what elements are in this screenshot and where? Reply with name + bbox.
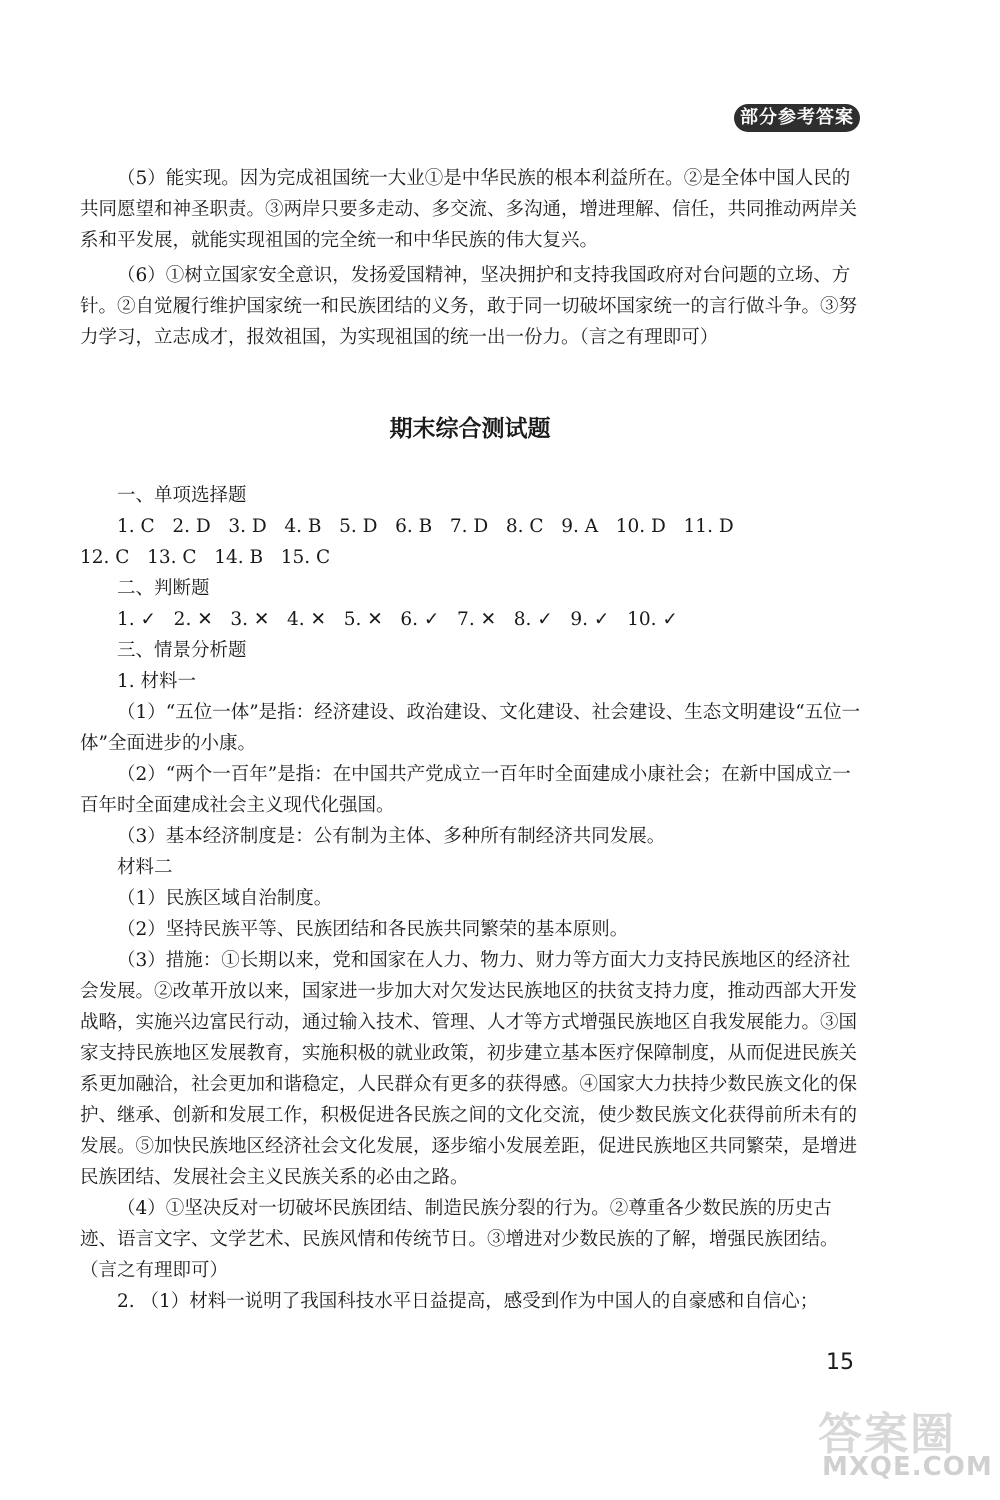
section1-heading: 一、单项选择题 [117, 485, 247, 506]
section3-heading: 三、情景分析题 [117, 640, 247, 661]
final-test-answers [80, 480, 864, 1317]
section2-answers: 1. ✓ 2. ✕ 3. ✕ 4. ✕ 5. ✕ 6. ✓ 7. ✕ 8. ✓ 9. ✓ 10. ✓ [117, 609, 678, 630]
page-title: 期末综合测试题 [389, 416, 551, 442]
watermark-logo: 答案圈 [818, 1409, 956, 1460]
material1-q2: （2）“两个一百年”是指：在中国共产党成立一百年时全面建成小康社会；在新中国成立一百年时全面建成社会主义现代化强国。 [80, 764, 851, 816]
answer-q6: （6）①树立国家安全意识，发扬爱国精神，坚决拥护和支持我国政府对台问题的立场、方针。②自觉履行维护国家统一和民族团结的义务，敢于同一切破坏国家统一的言行做斗争。③努力学习，立志成才，报效祖国，为实现祖国的统一出一份力。（言之有理即可） [80, 265, 858, 348]
material1-q1: （1）“五位一体”是指：经济建设、政治建设、文化建设、社会建设、生态文明建设“五位一体”全面进步的小康。 [80, 702, 861, 754]
material2-q3: （3）措施：①长期以来，党和国家在人力、物力、财力等方面大力支持民族地区的经济社会发展。②改革开放以来，国家进一步加大对欠发达民族地区的扶贫支持力度，推动西部大开发战略，实施兴边富民行动，通过输入技术、管理、人才等方式增强民族地区自我发展能力。③国家支持民族地区发展教育，实施积极的就业政策，初步建立基本医疗保障制度，从而促进民族关系更加融洽，社会更加和谐稳定，人民群众有更多的获得感。④国家大力扶持少数民族文化的保护、继承、创新和发展工作，积极促进各民族之间的文化交流，使少数民族文化获得前所未有的发展。⑤加快民族地区经济社会文化发展，逐步缩小发展差距，促进民族地区共同繁荣，是增进民族团结、发展社会主义民族关系的必由之路。 [80, 950, 858, 1188]
section2-heading: 二、判断题 [117, 578, 210, 599]
material2-label: 材料二 [117, 857, 173, 878]
material2-q1: （1）民族区域自治制度。 [117, 888, 333, 909]
watermark [818, 1398, 993, 1488]
top-answers [80, 163, 864, 353]
section-tag: 部分参考答案 [734, 104, 860, 132]
material1-q3: （3）基本经济制度是：公有制为主体、多种所有制经济共同发展。 [117, 826, 666, 847]
material2-q2: （2）坚持民族平等、民族团结和各民族共同繁荣的基本原则。 [117, 919, 629, 940]
answer-q5: （5）能实现。因为完成祖国统一大业①是中华民族的根本利益所在。②是全体中国人民的共同愿望和神圣职责。③两岸只要多走动、多交流、多沟通，增进理解、信任，共同推动两岸关系和平发展，就能实现祖国的完全统一和中华民族的伟大复兴。 [80, 168, 858, 251]
section1-answers-line2: 12. C 13. C 14. B 15. C [80, 547, 331, 568]
question2-line: 2. （1）材料一说明了我国科技水平日益提高，感受到作为中国人的自豪感和自信心； [117, 1291, 819, 1312]
watermark-url: MXQE.COM [822, 1452, 993, 1482]
material2-q4: （4）①坚决反对一切破坏民族团结、制造民族分裂的行为。②尊重各少数民族的历史古迹、语言文字、文学艺术、民族风情和传统节日。③增进对少数民族的了解，增强民族团结。（言之有理即可） [80, 1198, 839, 1281]
section1-answers-line1: 1. C 2. D 3. D 4. B 5. D 6. B 7. D 8. C 9. A 10. D 11. D [117, 516, 734, 537]
page-number: 15 [826, 1350, 854, 1375]
material1-label: 1. 材料一 [117, 671, 197, 692]
